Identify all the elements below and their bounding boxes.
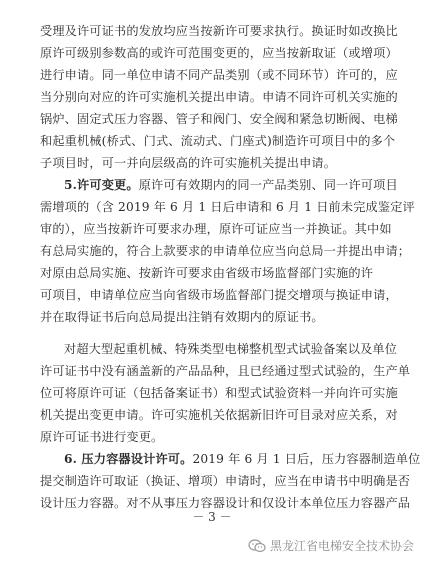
- section5-text: 原许可有效期内的同一产品类别、同一许可项目: [138, 178, 398, 192]
- body-line: 有总局实施的，符合上款要求的申请单位应当向总局一并提出申请；: [40, 244, 411, 258]
- body-line: 进行申请。同一单位申请不同产品类别（或不同环节）许可的，应: [40, 68, 398, 82]
- body-line: 对原由总局实施、按新许可要求由省级市场监督部门实施的许: [40, 266, 374, 280]
- page-number: － 3 －: [192, 510, 232, 524]
- body-line: 提交制造许可取证（换证、增项）申请时，应当在申请书中明确是否: [40, 474, 411, 488]
- body-line: 和起重机械(桥式、门式、流动式、门座式)制造许可项目中的多个: [40, 134, 396, 148]
- body-line: 机关提出变更申请。许可实施机关依据新旧许可目录对应关系，对: [40, 408, 398, 422]
- watermark-text: 黑龙江省电梯安全技术协会: [269, 539, 414, 553]
- section5-first-line: [64, 178, 398, 192]
- body-line: 位可将原许可证（包括备案证书）和型式试验资料一并向许可实施: [40, 386, 398, 400]
- body-line: 需增项的（含 2019 年 6 月 1 日后申请和 6 月 1 日前未完成鉴定评: [40, 200, 415, 214]
- body-line: 受理及许可证书的发放均应当按新许可要求执行。换证时如改换比: [40, 24, 398, 38]
- body-line: 原许可证书进行变更。: [40, 430, 164, 444]
- body-line: 审的），应当按新许可要求办理，原许可证应当一并换证。其中如: [40, 222, 392, 236]
- body-line: 对超大型起重机械、特殊类型电梯整机型式试验备案以及单位: [64, 342, 398, 356]
- wechat-icon: [248, 539, 266, 553]
- section6-heading: 6. 压力容器设计许可。: [64, 452, 193, 466]
- body-line: 设计压力容器。对不从事压力容器设计和仅设计本单位压力容器产品: [40, 496, 411, 510]
- body-line: 当分别向对应的许可实施机关提出申请。申请不同许可机关实施的: [40, 90, 398, 104]
- section6-first-line: [64, 452, 420, 466]
- body-line: 子项目时，可一并向层级高的许可实施机关提出申请。: [40, 156, 337, 170]
- body-line: 许可证书中没有涵盖新的产品品种，且已经通过型式试验的，生产单: [40, 364, 411, 378]
- body-line: 并在取得证书后向总局提出注销有效期内的原证书。: [40, 310, 324, 324]
- body-line: 原许可级别参数高的或许可范围变更的，应当按新取证（或增项）: [40, 46, 398, 60]
- section6-text: 2019 年 6 月 1 日后，压力容器制造单位: [192, 452, 421, 466]
- watermark: [248, 537, 414, 554]
- section5-heading: 5.许可变更。: [64, 178, 139, 192]
- body-line: 锅炉、固定式压力容器、管子和阀门、安全阀和紧急切断阀、电梯: [40, 112, 398, 126]
- body-line: 可项目，申请单位应当向省级市场监督部门提交增项与换证申请，: [40, 288, 398, 302]
